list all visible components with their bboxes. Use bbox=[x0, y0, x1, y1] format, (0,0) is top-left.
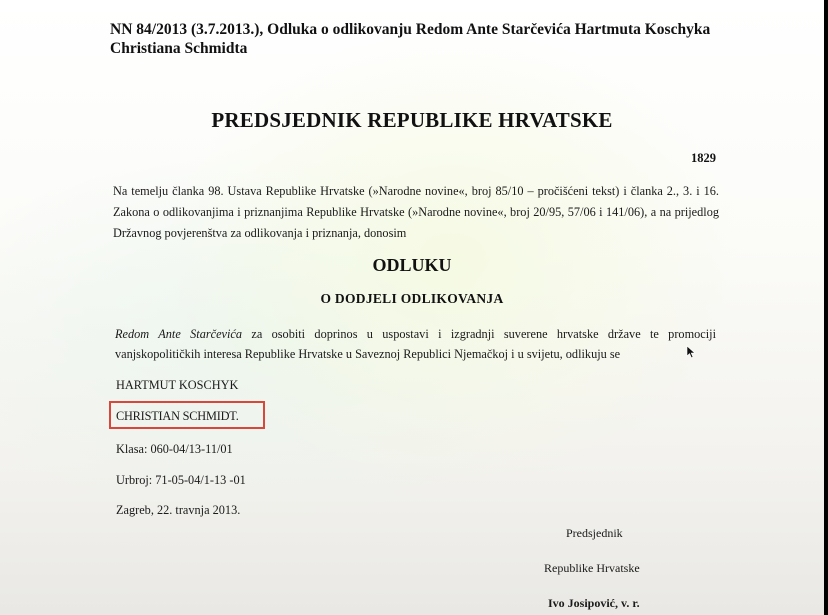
order-name: Redom Ante Starčevića bbox=[115, 327, 243, 341]
highlight-box bbox=[109, 401, 265, 429]
signature-title: Predsjednik bbox=[566, 526, 623, 540]
preamble-paragraph: Na temelju članka 98. Ustava Republike Hrvatske (»Narodne novine«, broj 85/10 – pročišćeni tekst) i članka 2., 3. i 16. Zakona o odlikovanjima i priznanjima Republike Hrvatske (»Narodne novine«, broj 20/95, 57/06 i 141/06), a na prijedlog Državnog povjerenštva za odlikovanja i priznanja, donosim bbox=[113, 184, 719, 240]
urbroj-line: Urbroj: 71-05-04/1-13 -01 bbox=[116, 473, 246, 487]
decision-subtitle: O DODJELI ODLIKOVANJA bbox=[320, 291, 504, 306]
recipient-1: HARTMUT KOSCHYK bbox=[116, 378, 239, 392]
klasa-line: Klasa: 060-04/13-11/01 bbox=[116, 442, 233, 456]
place-date-line: Zagreb, 22. travnja 2013. bbox=[116, 503, 241, 517]
screen-edge bbox=[824, 0, 828, 615]
recipient-2: CHRISTIAN SCHMIDT. bbox=[116, 409, 239, 423]
mouse-cursor-icon bbox=[686, 345, 696, 359]
page-title: PREDSJEDNIK REPUBLIKE HRVATSKE bbox=[211, 108, 613, 132]
decision-paragraph bbox=[115, 324, 716, 364]
signature-name: Ivo Josipović, v. r. bbox=[548, 596, 640, 610]
decision-title: ODLUKU bbox=[372, 255, 452, 275]
signature-office: Republike Hrvatske bbox=[544, 561, 640, 575]
decision-text: za osobiti doprinos u uspostavi i izgradnji suverene hrvatske države te promociji vanjskopolitičkih interesa Republike Hrvatske u Saveznoj Republici Njemačkoj i u svijetu, odlikuju se bbox=[115, 327, 716, 361]
document-number: 1829 bbox=[691, 151, 716, 165]
document-header-title: NN 84/2013 (3.7.2013.), Odluka o odlikovanju Redom Ante Starčevića Hartmuta Koschyka Christiana Schmidta bbox=[110, 21, 711, 57]
